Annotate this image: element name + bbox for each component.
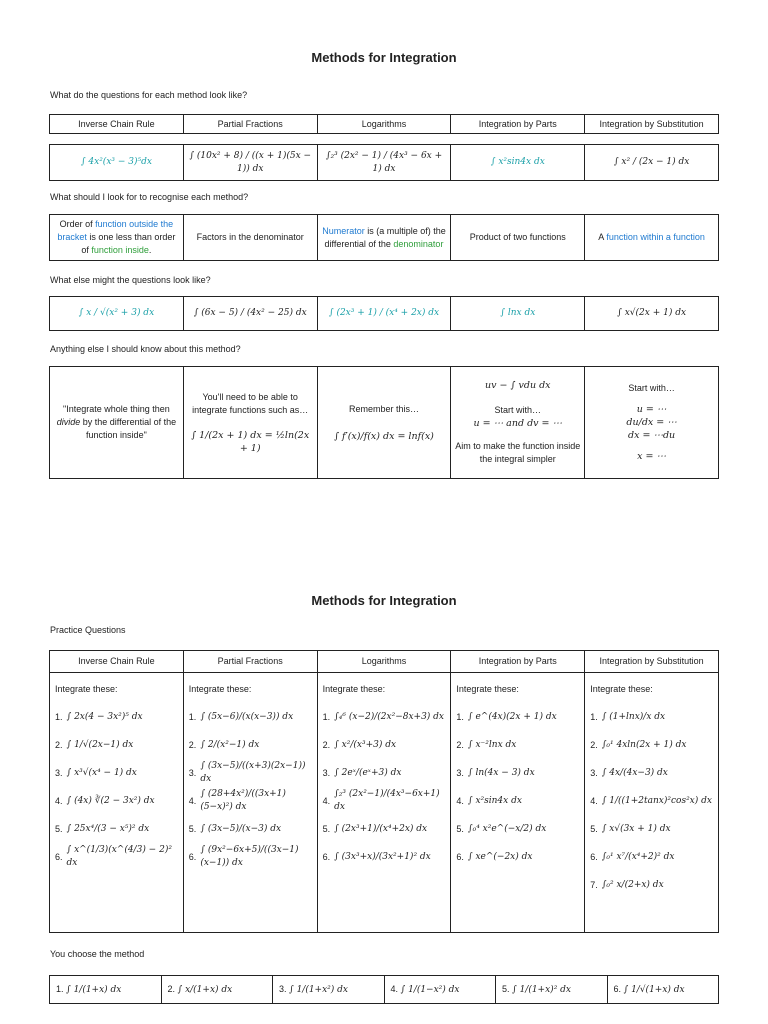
formula: ∫ f′(x)/f(x) dx = lnf(x) — [334, 430, 434, 442]
recognise-cell: Product of two functions — [451, 215, 585, 261]
question-item: 5. ∫ (2x³+1)/(x⁴+2x) dx — [322, 823, 428, 834]
question-text: ∫ (1+lnx)/x dx — [601, 711, 666, 722]
recognise-cell — [50, 215, 184, 261]
know-table — [49, 366, 719, 479]
question-text: ∫ x³√(x⁴ − 1) dx — [66, 767, 137, 778]
question-text: ∫ x²/(x³+3) dx — [334, 739, 397, 750]
method-headers-table — [49, 114, 719, 134]
question-text: ∫ xe^(−2x) dx — [467, 851, 533, 862]
text: Aim to make the function inside the integral simpler — [455, 441, 581, 464]
text: You'll need to be able to integrate functions such as… — [192, 391, 309, 415]
question-item: 3. ∫ ln(4x − 3) dx — [456, 767, 535, 778]
formula: u = ⋯ — [636, 404, 667, 415]
header-cell: Inverse Chain Rule — [50, 651, 184, 673]
highlight-text: function inside — [91, 245, 149, 255]
question-item: 2. ∫ 1/√(2x−1) dx — [55, 739, 134, 750]
highlight-text: Numerator — [322, 225, 365, 236]
text: Order of — [59, 219, 96, 229]
practice-column — [183, 673, 317, 933]
choose-label: You choose the method — [50, 949, 145, 959]
question-item: 6. ∫ (3x³+x)/(3x²+1)² dx — [322, 851, 431, 862]
example-cell: ∫ (10x² + 8) / ((x + 1)(5x − 1)) dx — [183, 145, 317, 181]
question-item: 1. ∫ (1+lnx)/x dx — [590, 711, 666, 722]
practice-label: Practice Questions — [50, 625, 126, 635]
practice-table — [49, 650, 719, 933]
page-title: Methods for Integration — [311, 50, 457, 65]
text: is one less than order of — [81, 232, 176, 255]
instruction: Integrate these: — [590, 684, 653, 694]
example-cell: ∫ x²sin4x dx — [451, 145, 585, 181]
question-item: 3. ∫ x³√(x⁴ − 1) dx — [55, 767, 137, 778]
question-text: ∫ 1/(1+x) dx — [66, 984, 122, 995]
question-text: ∫ 2/(x²−1) dx — [200, 739, 260, 750]
question-text: ∫ e^(4x)(2x + 1) dx — [467, 711, 557, 722]
choose-cell: 3. ∫ 1/(1+x²) dx — [273, 976, 385, 1004]
text: . — [148, 245, 152, 255]
text: Start with… — [494, 405, 542, 415]
formula: x = ⋯ — [637, 451, 667, 462]
question-text: ∫ (9x²−6x+5)/((3x−1)(x−1)) dx — [200, 845, 299, 868]
formula: ∫ 1/(2x + 1) dx = ½ln(2x + 1) — [191, 429, 310, 454]
else-table — [49, 296, 719, 331]
header-cell: Inverse Chain Rule — [50, 115, 184, 134]
page-title: Methods for Integration — [311, 593, 457, 608]
question-item: 4. ∫ (28+4x²)/((3x+1)(5−x)²) dx — [189, 790, 312, 812]
question-item: 5. ∫ 25x⁴/(3 − x⁵)² dx — [55, 823, 150, 834]
question-text: ∫ (28+4x²)/((3x+1)(5−x)²) dx — [200, 789, 286, 812]
question-heading: What else might the questions look like? — [50, 275, 211, 285]
question-heading: What should I look for to recognise each method? — [50, 192, 249, 202]
question-heading: What do the questions for each method look like? — [50, 90, 248, 100]
question-text: ∫ 1/√(2x−1) dx — [66, 739, 134, 750]
question-item: 2. ∫ x⁻²lnx dx — [456, 739, 517, 750]
else-cell: ∫ (2x³ + 1) / (x⁴ + 2x) dx — [317, 297, 451, 331]
question-item: 3. ∫ (3x−5)/((x+3)(2x−1)) dx — [189, 762, 312, 784]
question-text: ∫ x^(1/3)(x^(4/3) − 2)² dx — [66, 845, 172, 868]
know-cell — [585, 367, 719, 479]
else-cell: ∫ lnx dx — [451, 297, 585, 331]
question-item: 4. ∫ x²sin4x dx — [456, 795, 522, 806]
question-item: 1. ∫ 2x(4 − 3x²)⁵ dx — [55, 711, 143, 722]
highlight-text: function outside the bracket — [57, 219, 174, 242]
highlight-text: denominator — [393, 238, 444, 249]
know-cell — [451, 367, 585, 479]
text: A — [598, 232, 607, 242]
question-text: ∫₂³ (2x²−1)/(4x³−6x+1) dx — [334, 789, 440, 812]
text: Start with… — [628, 383, 675, 393]
question-text: ∫ (3x−5)/((x+3)(2x−1)) dx — [200, 761, 306, 784]
choose-table — [49, 975, 719, 1004]
question-text: ∫ ln(4x − 3) dx — [467, 767, 535, 778]
question-item: 3. ∫ 2eˣ/(eˣ+3) dx — [322, 767, 402, 778]
header-cell: Logarithms — [317, 115, 451, 134]
header-cell: Logarithms — [317, 651, 451, 673]
else-cell: ∫ (6x − 5) / (4x² − 25) dx — [183, 297, 317, 331]
question-text: ∫ x²sin4x dx — [467, 795, 522, 806]
question-item: 6. ∫ xe^(−2x) dx — [456, 851, 533, 862]
know-cell — [317, 367, 451, 479]
recognise-cell — [317, 215, 451, 261]
choose-cell: 5. ∫ 1/(1+x)² dx — [496, 976, 608, 1004]
question-text: ∫₀¹ x⁷/(x⁴+2)² dx — [601, 851, 675, 862]
else-cell: ∫ x√(2x + 1) dx — [585, 297, 719, 331]
question-text: ∫ (3x−5)/(x−3) dx — [200, 823, 282, 834]
question-item: 1. ∫ (5x−6)/(x(x−3)) dx — [188, 711, 294, 722]
question-heading: Anything else I should know about this method? — [50, 344, 241, 354]
header-cell: Integration by Parts — [451, 115, 585, 134]
question-item: 1. ∫ e^(4x)(2x + 1) dx — [456, 711, 557, 722]
instruction: Integrate these: — [55, 684, 118, 694]
question-text: ∫₀² x/(2+x) dx — [601, 879, 664, 890]
emphasis-text: divide — [56, 417, 81, 427]
text: is (a multiple of) the differential of the — [324, 225, 446, 249]
question-text: ∫ 1/(1+x²) dx — [289, 984, 348, 995]
question-text: ∫ 1/(1+x)² dx — [512, 984, 571, 995]
question-item: 4. ∫ (4x) ∛(2 − 3x²) dx — [55, 795, 155, 806]
choose-cell: 4. ∫ 1/(1−x²) dx — [384, 976, 496, 1004]
question-text: ∫₄⁶ (x−2)/(2x²−8x+3) dx — [334, 711, 445, 722]
question-text: ∫ 1/√(1+x) dx — [623, 984, 685, 995]
formula: du/dx = ⋯ — [626, 417, 677, 428]
instruction: Integrate these: — [456, 684, 519, 694]
choose-cell: 1. ∫ 1/(1+x) dx — [50, 976, 162, 1004]
question-text: ∫ 1/(1−x²) dx — [400, 984, 460, 995]
question-item: 2. ∫₀¹ 4xln(2x + 1) dx — [590, 739, 687, 750]
example-cell: ∫ 4x²(x³ − 3)⁵dx — [50, 145, 184, 181]
question-item: 7. ∫₀² x/(2+x) dx — [590, 879, 664, 890]
know-cell — [183, 367, 317, 479]
instruction: Integrate these: — [322, 684, 386, 694]
question-text: ∫ (2x³+1)/(x⁴+2x) dx — [334, 823, 428, 834]
header-cell: Integration by Substitution — [585, 651, 719, 673]
question-text: ∫₀⁴ x²e^(−x/2) dx — [467, 823, 547, 834]
practice-column — [451, 673, 585, 933]
question-item: 6. ∫₀¹ x⁷/(x⁴+2)² dx — [590, 851, 675, 862]
question-item: 5. ∫ x√(3x + 1) dx — [590, 823, 671, 834]
question-item: 2. ∫ x²/(x³+3) dx — [322, 739, 397, 750]
question-item: 5. ∫₀⁴ x²e^(−x/2) dx — [456, 823, 547, 834]
question-text: ∫ 4x/(4x−3) dx — [601, 767, 668, 778]
recognise-cell: Factors in the denominator — [183, 215, 317, 261]
know-cell — [50, 367, 184, 479]
header-cell: Partial Fractions — [183, 115, 317, 134]
formula: u = ⋯ and dv = ⋯ — [473, 418, 563, 429]
text: by the differential of the function inside" — [80, 417, 177, 440]
instruction: Integrate these: — [188, 684, 252, 694]
question-text: ∫ x√(3x + 1) dx — [601, 823, 671, 834]
example-cell: ∫ x² / (2x − 1) dx — [585, 145, 719, 181]
text: Remember this… — [348, 403, 419, 414]
formula: dx = ⋯du — [628, 430, 676, 441]
question-text: ∫ x⁻²lnx dx — [467, 739, 517, 750]
question-item: 1. ∫₄⁶ (x−2)/(2x²−8x+3) dx — [322, 711, 445, 722]
question-text: ∫ (3x³+x)/(3x²+1)² dx — [334, 851, 431, 862]
question-text: ∫ 25x⁴/(3 − x⁵)² dx — [66, 823, 150, 834]
choose-cell: 6. ∫ 1/√(1+x) dx — [607, 976, 719, 1004]
question-text: ∫ 2eˣ/(eˣ+3) dx — [334, 767, 402, 778]
practice-column — [585, 673, 719, 933]
practice-column — [50, 673, 184, 933]
header-cell: Integration by Substitution — [585, 115, 719, 134]
example-cell: ∫₂³ (2x² − 1) / (4x³ − 6x + 1) dx — [317, 145, 451, 181]
question-item: 5. ∫ (3x−5)/(x−3) dx — [188, 823, 282, 834]
recognise-cell — [585, 215, 719, 261]
examples-table — [49, 144, 719, 181]
question-item: 3. ∫ 4x/(4x−3) dx — [590, 767, 668, 778]
header-cell: Partial Fractions — [183, 651, 317, 673]
practice-column — [317, 673, 451, 933]
question-item: 2. ∫ 2/(x²−1) dx — [188, 739, 260, 750]
text: "Integrate whole thing then — [63, 404, 170, 414]
question-text: ∫ (4x) ∛(2 − 3x²) dx — [66, 795, 155, 806]
question-item: 6. ∫ (9x²−6x+5)/((3x−1)(x−1)) dx — [189, 846, 312, 868]
question-text: ∫₀¹ 4xln(2x + 1) dx — [601, 739, 687, 750]
question-text: ∫ x/(1+x) dx — [177, 984, 233, 995]
highlight-text: function within a function — [606, 232, 705, 242]
else-cell: ∫ x / √(x² + 3) dx — [50, 297, 184, 331]
question-text: ∫ 1/((1+2tanx)²cos²x) dx — [601, 795, 712, 806]
question-text: ∫ (5x−6)/(x(x−3)) dx — [200, 711, 294, 722]
recognise-table — [49, 214, 719, 261]
question-text: ∫ 2x(4 − 3x²)⁵ dx — [66, 711, 143, 722]
question-item: 4. ∫₂³ (2x²−1)/(4x³−6x+1) dx — [323, 790, 446, 812]
header-cell: Integration by Parts — [451, 651, 585, 673]
formula: uv − ∫ vdu dx — [485, 380, 551, 391]
choose-cell: 2. ∫ x/(1+x) dx — [161, 976, 273, 1004]
question-item: 6. ∫ x^(1/3)(x^(4/3) − 2)² dx — [55, 846, 178, 868]
question-item: 4. ∫ 1/((1+2tanx)²cos²x) dx — [590, 795, 712, 806]
